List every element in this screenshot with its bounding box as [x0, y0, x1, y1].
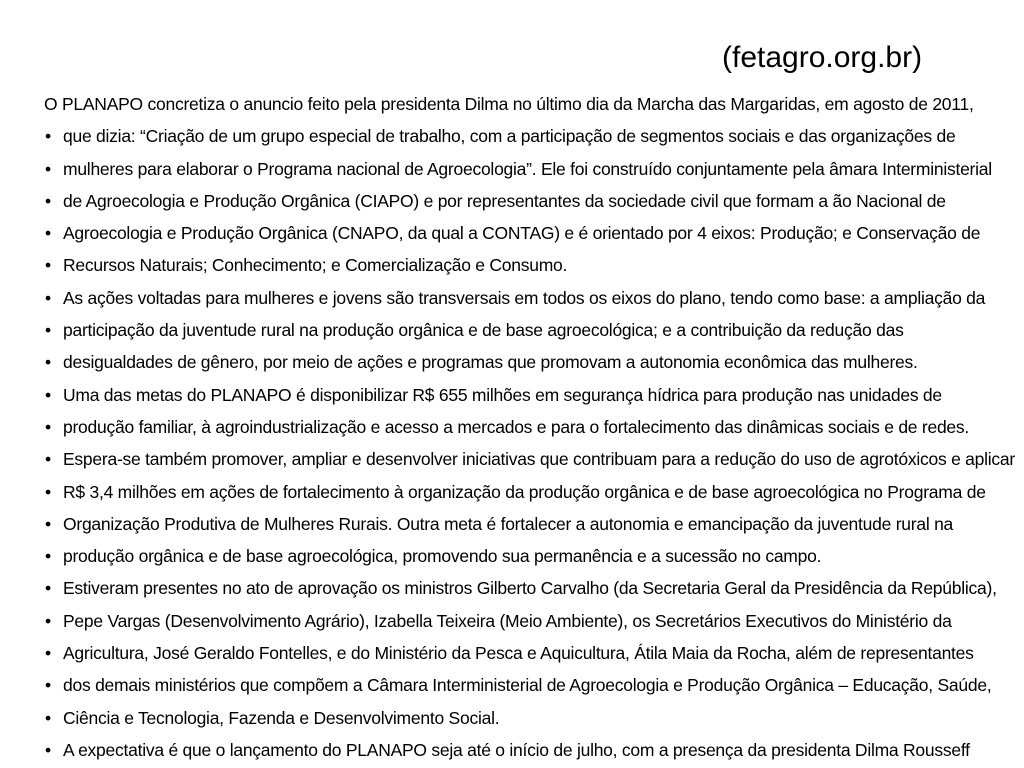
line-text: Organização Produtiva de Mulheres Rurais. Outra meta é fortalecer a autonomia e emancipação da juventude rural na — [63, 513, 954, 534]
line-text: Estiveram presentes no ato de aprovação os ministros Gilberto Carvalho (da Secretaria Geral da Presidência da República), — [63, 578, 997, 599]
line-text: dos demais ministérios que compõem a Câmara Interministerial de Agroecologia e Produção Orgânica – Educação, Saúde, — [63, 675, 992, 696]
bullet-marker: • — [45, 352, 51, 373]
line-text: O PLANAPO concretiza o anuncio feito pela presidenta Dilma no último dia da Marcha das Margaridas, em agosto de 2011, — [44, 94, 974, 114]
bullet-line — [44, 702, 1024, 734]
bullet-marker: • — [45, 707, 51, 728]
bullet-line — [44, 346, 1024, 378]
bullet-marker: • — [45, 643, 51, 664]
bullet-marker: • — [45, 126, 51, 147]
bullet-line — [44, 411, 1024, 443]
bullet-line — [44, 120, 1024, 152]
line-text: desigualdades de gênero, por meio de ações e programas que promovam a autonomia econômica das mulheres. — [63, 352, 918, 373]
line-text: Uma das metas do PLANAPO é disponibilizar R$ 655 milhões em segurança hídrica para produção nas unidades de — [63, 384, 942, 405]
bullet-line — [44, 217, 1024, 249]
line-text: A expectativa é que o lançamento do PLANAPO seja até o início de julho, com a presença da presidenta Dilma Rousseff — [63, 739, 970, 760]
bullet-line — [44, 572, 1024, 604]
bullet-marker: • — [45, 513, 51, 534]
bullet-marker: • — [45, 416, 51, 437]
line-text: mulheres para elaborar o Programa nacional de Agroecologia”. Ele foi construído conjuntamente pela âmara Interministerial — [63, 158, 992, 179]
line-text: R$ 3,4 milhões em ações de fortalecimento à organização da produção orgânica e de base agroecológica no Programa de — [63, 481, 986, 502]
bullet-line — [44, 637, 1024, 669]
bullet-marker: • — [45, 610, 51, 631]
bullet-marker: • — [45, 158, 51, 179]
line-text: de Agroecologia e Produção Orgânica (CIAPO) e por representantes da sociedade civil que formam a ão Nacional de — [63, 190, 946, 211]
bullet-line — [44, 185, 1024, 217]
bullet-line — [44, 249, 1024, 281]
line-text: Pepe Vargas (Desenvolvimento Agrário), Izabella Teixeira (Meio Ambiente), os Secretários Executivos do Ministério da — [63, 610, 952, 631]
bullet-line — [44, 508, 1024, 540]
bullet-marker: • — [45, 481, 51, 502]
bullet-line — [44, 314, 1024, 346]
bullet-marker: • — [45, 578, 51, 599]
line-text: Agricultura, José Geraldo Fontelles, e do Ministério da Pesca e Aquicultura, Átila Maia da Rocha, além de representantes — [63, 643, 974, 664]
line-text: produção familiar, à agroindustrialização e acesso a mercados e para o fortalecimento das dinâmicas sociais e de redes. — [63, 416, 970, 437]
bullet-line — [44, 540, 1024, 572]
line-text: que dizia: “Criação de um grupo especial de trabalho, com a participação de segmentos sociais e das organizações de — [63, 126, 956, 147]
bullet-marker: • — [45, 675, 51, 696]
bullet-line — [44, 282, 1024, 314]
bullet-marker: • — [45, 546, 51, 567]
line-text: participação da juventude rural na produção orgânica e de base agroecológica; e a contribuição da redução das — [63, 320, 904, 341]
bullet-marker: • — [45, 255, 51, 276]
bullet-line — [44, 379, 1024, 411]
line-text: Ciência e Tecnologia, Fazenda e Desenvolvimento Social. — [63, 707, 500, 728]
source-caption: (fetagro.org.br) — [722, 41, 923, 74]
bullet-marker: • — [45, 384, 51, 405]
bullet-marker: • — [45, 190, 51, 211]
line-text: As ações voltadas para mulheres e jovens são transversais em todos os eixos do plano, tendo como base: a ampliação da — [63, 287, 986, 308]
line-text: Espera-se também promover, ampliar e desenvolver iniciativas que contribuam para a redução do uso de agrotóxicos e aplicar — [63, 449, 1015, 470]
slide-body-text — [44, 88, 1024, 766]
bullet-marker: • — [45, 449, 51, 470]
bullet-line — [44, 153, 1024, 185]
bullet-line — [44, 605, 1024, 637]
bullet-marker: • — [45, 739, 51, 760]
bullet-line — [44, 476, 1024, 508]
bullet-line — [44, 443, 1024, 475]
bullet-marker: • — [45, 287, 51, 308]
intro-line — [44, 88, 1024, 120]
bullet-marker: • — [45, 320, 51, 341]
bullet-line — [44, 734, 1024, 766]
bullet-marker: • — [45, 223, 51, 244]
line-text: produção orgânica e de base agroecológica, promovendo sua permanência e a sucessão no campo. — [63, 546, 822, 567]
line-text: Agroecologia e Produção Orgânica (CNAPO, da qual a CONTAG) e é orientado por 4 eixos: Produção; e Conservação de — [63, 223, 981, 244]
bullet-line — [44, 669, 1024, 701]
line-text: Recursos Naturais; Conhecimento; e Comercialização e Consumo. — [63, 255, 568, 276]
